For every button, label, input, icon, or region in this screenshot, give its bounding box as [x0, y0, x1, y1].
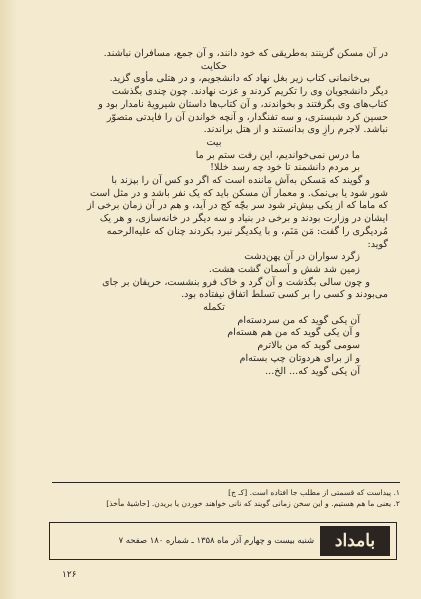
- body-line: زمین شد شش و آسمان گشت هشت.: [208, 263, 360, 275]
- body-line: مُردیگری را گفت: مَن مَنَم، و با یکدیگر نبرد بکردند چنان که علیه‌الرحمه: [106, 225, 388, 237]
- body-line: آن یکی گوید که من سردسته‌ام: [237, 314, 360, 326]
- body-line: بر مردم دانشمند تا خود چه رسد خللا!: [210, 162, 360, 174]
- body-line: که ماما که از یکی بیش‌تر شود سر بچّه کج در آید، و هم در آن زمان برخی از: [87, 200, 388, 212]
- body-line: و چون سالی بگذشت و آن گرد و خاک فرو بنشست، حریفان بر جای: [102, 276, 370, 288]
- body-line: حسین کرد شبستری، و سه تفنگدار، و آنچه خواندن آن را فایدتی متصوّر: [106, 111, 388, 123]
- body-line: تکمله: [203, 302, 225, 314]
- body-line: می‌بودند و کسی را بر کسی تسلط اتفاق نیفتاده بود.: [181, 289, 388, 301]
- footnote-2: ۲. یعنی ما هم هستیم. و این سخن زمانی گویند که نانی خواهند خوردن یا بریدن. [حاشیهٔ مأخذ]: [106, 498, 400, 508]
- body-line: نباشد. لاجرم رازِ وی بدانستند و از هتل براندند.: [203, 124, 388, 136]
- body-line: دیگر دانشجویان وی را تکریم کردند و عزت نهادند. چون چندی بگذشت: [111, 86, 388, 98]
- body-line: گوید:: [367, 238, 388, 250]
- body-line: ما درس نمی‌خواندیم، این رفت ستم بر ما: [195, 149, 360, 161]
- footnote-1: ۱. پیداست که قسمتی از مطلب جا افتاده است. [کـ ج]: [228, 488, 400, 497]
- footnote-divider: [52, 482, 400, 483]
- body-line: بیت: [206, 136, 222, 148]
- body-line: و از برای هردوتان چپ بسته‌ام: [239, 352, 360, 364]
- page-edge-shadow: [0, 0, 18, 599]
- body-line: زگرد سواران در آن پهن‌دشت: [244, 251, 360, 263]
- body-line: حکایت: [200, 60, 228, 72]
- body-line: ایشان در وزارت بودند و برخی در بنیاد و سه دیگر در خانه‌سازی، و هر یک: [99, 213, 388, 225]
- page-number: ۱۲۶: [62, 570, 77, 580]
- body-line: شور شود یا بی‌نمک. و معمار آن مسکن باید که یک نفر باشد و در مثل است: [89, 187, 388, 199]
- body-line: سومی گوید که من بالاترم: [257, 340, 360, 352]
- body-line: بی‌خانمانی کتاب زیر بغل نهاد که دانشجویم، و در هتلی مأوی گزید.: [109, 73, 370, 85]
- newspaper-stamp: [49, 522, 397, 560]
- stamp-date-issue: شنبه بیست و چهارم آذر ماه ۱۳۵۸ ـ شماره ۱۸۰ صفحه ۷: [118, 535, 314, 545]
- body-line: و آن یکی گوید که من هم هسته‌ام: [227, 327, 360, 339]
- bamdad-logo: بامداد: [320, 526, 390, 556]
- footnotes: [52, 488, 400, 509]
- body-line: آن یکی گوید که... الخ...: [265, 365, 360, 377]
- body-line: کتاب‌های وی بگرفتند و بخواندند، و آن کتاب‌ها داستان شیرویهٔ نامدار بود و: [98, 98, 388, 110]
- body-text: [40, 48, 388, 378]
- body-line: در آن مسکن گزینند به‌طریقی که خود دانند، و آن جمع، مسافران نباشند.: [103, 48, 388, 59]
- body-line: و گویند که مَسکن به‌آش ماننده است که اگر دو کس آن را بپزند با: [111, 175, 370, 187]
